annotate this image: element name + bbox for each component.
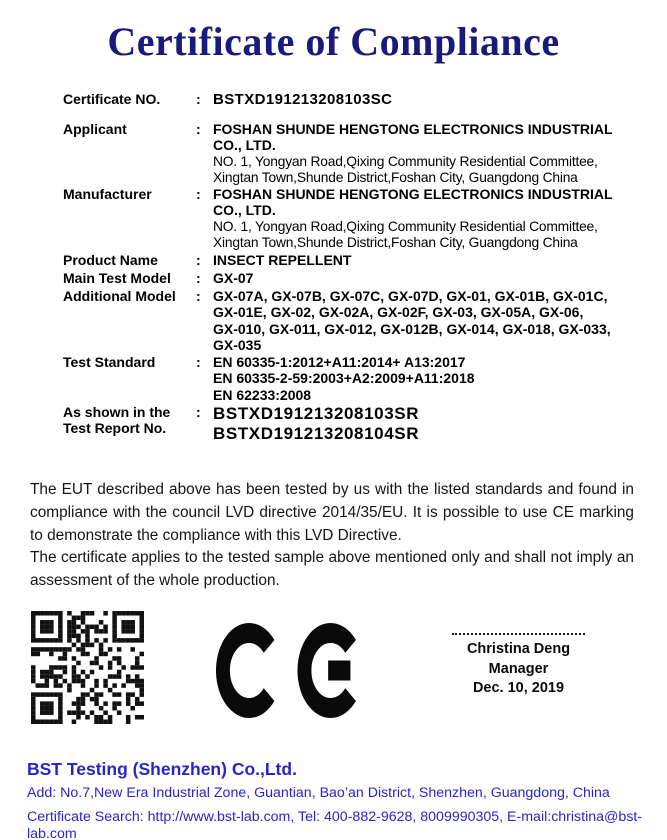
field-value [213, 252, 645, 268]
marks-and-signature-row [0, 609, 667, 731]
field-value [213, 288, 645, 353]
field-label: Product Name [63, 252, 158, 269]
field-row [63, 91, 667, 108]
field-label: Additional Model [63, 287, 176, 304]
ce-mark-icon [216, 623, 356, 718]
signer-role: Manager [488, 660, 549, 677]
field-value-line: Xingtan Town,Shunde District,Foshan City, Guangdong China [213, 235, 578, 251]
field-label: Test Standard [63, 354, 156, 371]
field-value-line: GX-035 [213, 336, 262, 353]
field-colon: : [196, 186, 201, 203]
field-value-line: GX-01E, GX-02, GX-02A, GX-02F, GX-03, GX-05A, GX-06, [213, 304, 584, 321]
field-row [63, 404, 667, 443]
qr-code-icon [31, 611, 144, 724]
field-value [213, 354, 645, 403]
field-value-line: BSTXD191213208104SR [213, 423, 420, 443]
certificate-title: Certificate of Compliance [107, 19, 560, 64]
field-value [213, 270, 645, 286]
statement-paragraph-1: The EUT described above has been tested by us with the listed standards and found in compliance with the council LVD directive 2014/35/EU. It is possible to use CE marking to demonstrate the compliance with this LVD Directive. [30, 481, 634, 544]
field-row [63, 354, 667, 403]
field-value-line: GX-07 [213, 270, 254, 287]
signer-name: Christina Deng [466, 641, 571, 658]
field-colon: : [196, 354, 201, 371]
field-value [213, 91, 645, 108]
certificate-search-line [27, 809, 667, 840]
field-label: As shown in the Test Report No. [63, 404, 171, 437]
field-label: Certificate NO. [63, 91, 161, 107]
field-label: Main Test Model [63, 270, 171, 287]
field-value [213, 186, 645, 251]
field-value-line: EN 60335-1:2012+A11:2014+ A13:2017 [213, 354, 466, 371]
field-value-line: FOSHAN SHUNDE HENGTONG ELECTRONICS INDUSTRIAL [213, 121, 613, 137]
statement-paragraph-2: The certificate applies to the tested sample above mentioned only and shall not imply an assessment of the whole production. [30, 549, 634, 590]
field-value-line: CO., LTD. [213, 202, 276, 219]
field-colon: : [196, 404, 201, 421]
field-value-line: CO., LTD. [213, 137, 276, 154]
field-row [63, 288, 667, 353]
field-colon: : [196, 91, 201, 107]
field-value [213, 121, 645, 186]
field-value-line: GX-010, GX-011, GX-012, GX-012B, GX-014, GX-018, GX-033, [213, 320, 611, 337]
field-value-line: NO. 1, Yongyan Road,Qixing Community Residential Committee, [213, 153, 598, 169]
signature-date: Dec. 10, 2019 [472, 680, 565, 697]
field-row [63, 252, 667, 268]
field-colon: : [196, 287, 201, 304]
signature-block [437, 633, 600, 699]
field-colon: : [196, 121, 201, 137]
field-value-line: BSTXD191213208103SC [213, 91, 393, 108]
field-colon: : [196, 252, 201, 269]
field-value-line: FOSHAN SHUNDE HENGTONG ELECTRONICS INDUSTRIAL [213, 186, 613, 203]
field-row [63, 270, 667, 286]
search-comma: , [290, 809, 295, 826]
compliance-statement [30, 479, 634, 593]
signature-dotted-line [452, 633, 585, 635]
field-label: Manufacturer [63, 186, 152, 203]
field-row [63, 121, 667, 186]
field-value-line: GX-07A, GX-07B, GX-07C, GX-07D, GX-01, GX-01B, GX-01C, [213, 287, 608, 304]
field-value [213, 404, 645, 443]
issuer-company-name: BST Testing (Shenzhen) Co.,Ltd. [27, 759, 297, 780]
certificate-fields-table [63, 91, 667, 443]
field-value-line: BSTXD191213208103SR [213, 404, 420, 424]
field-row [63, 186, 667, 251]
issuer-address: Add: No.7,New Era Industrial Zone, Guantian, Bao’an District, Shenzhen, Guangdong, China [27, 785, 610, 802]
field-value-line: EN 62233:2008 [213, 386, 312, 403]
field-label: Applicant [63, 121, 127, 137]
field-value-line: INSECT REPELLENT [213, 252, 352, 269]
field-value-line: Xingtan Town,Shunde District,Foshan City, Guangdong China [213, 169, 578, 185]
search-label: Certificate Search: [27, 809, 148, 826]
field-colon: : [196, 270, 201, 287]
field-value-line: EN 60335-2-59:2003+A2:2009+A11:2018 [213, 370, 475, 387]
search-url: http://www.bst-lab.com [147, 809, 291, 826]
search-contacts: Tel: 400-882-9628, 8009990305, E-mail:christina@bst-lab.com [27, 809, 643, 840]
issuer-footer [27, 759, 667, 840]
field-value-line: NO. 1, Yongyan Road,Qixing Community Residential Committee, [213, 218, 598, 234]
